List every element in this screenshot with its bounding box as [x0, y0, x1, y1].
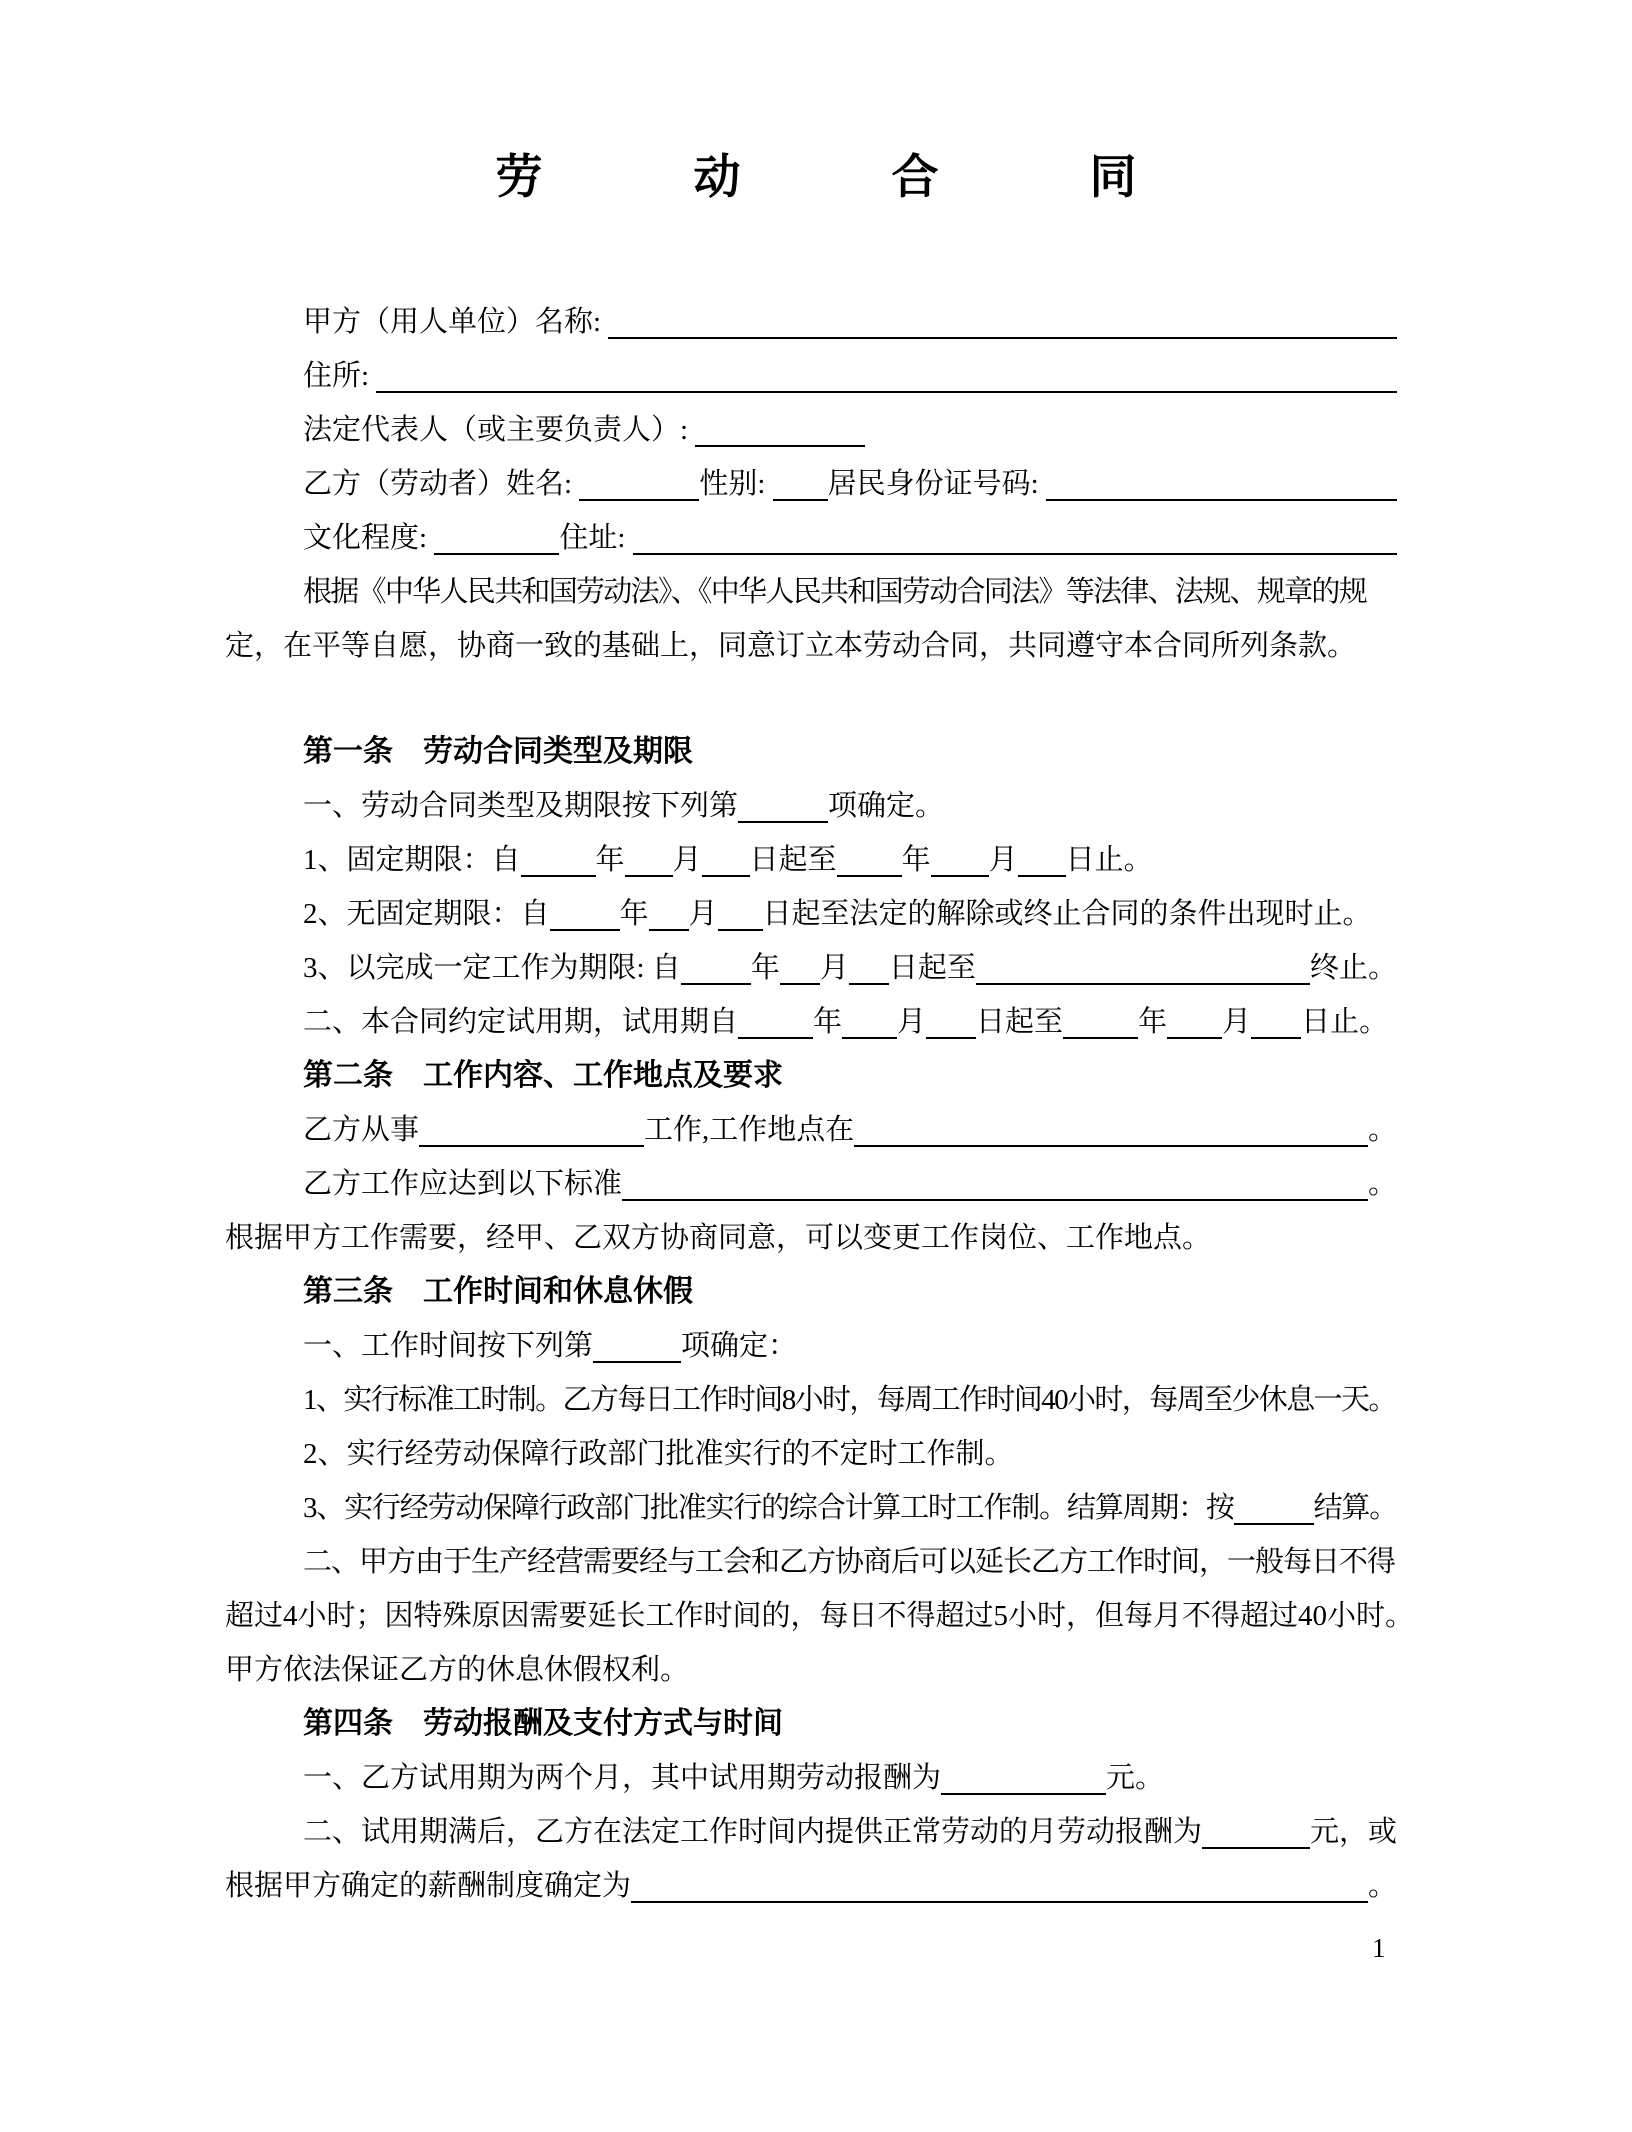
text-segment: 住址:	[559, 521, 633, 554]
text-segment: 3、以完成一定工作为期限: 自	[303, 951, 681, 984]
text-segment: 1、固定期限：自	[303, 843, 521, 876]
text-segment: 。	[1367, 1869, 1397, 1902]
text-segment: 一、工作时间按下列第	[303, 1329, 594, 1362]
text-segment: 乙方从事	[303, 1113, 420, 1146]
blank-field[interactable]	[1018, 849, 1066, 877]
article3-item-2-line-3	[225, 1636, 1397, 1690]
blank-field[interactable]	[837, 849, 902, 877]
blank-field[interactable]	[1234, 1497, 1314, 1525]
form-line-party-b-name-gender-id	[225, 450, 1397, 504]
text-segment: 乙方工作应达到以下标准	[303, 1167, 623, 1200]
article1-item-2	[225, 988, 1397, 1042]
blank-field[interactable]	[854, 1119, 1368, 1147]
blank-field[interactable]	[780, 957, 820, 985]
article2-line-2	[225, 1150, 1397, 1204]
text-segment: 日起至	[976, 1005, 1064, 1038]
text-segment: 日起至法定的解除或终止合同的条件出现时止。	[762, 897, 1372, 930]
heading-article-1	[225, 718, 1397, 772]
text-segment: 一、劳动合同类型及期限按下列第	[303, 789, 739, 822]
text-segment: 月	[897, 1005, 927, 1038]
text-segment: 二、本合同约定试用期，试用期自	[303, 1005, 739, 1038]
text-segment: 元，或	[1309, 1815, 1397, 1848]
form-line-party-a-address	[225, 342, 1397, 396]
heading-article-4	[225, 1690, 1397, 1744]
blank-field[interactable]	[419, 1119, 644, 1147]
text-segment: 甲方依法保证乙方的休息休假权利。	[225, 1653, 690, 1686]
article3-item-1-2	[225, 1420, 1397, 1474]
blank-field[interactable]	[631, 1875, 1368, 1903]
heading-article-3	[225, 1258, 1397, 1312]
text-segment: 工作,工作地点在	[644, 1113, 855, 1146]
heading-article-2	[225, 1042, 1397, 1096]
text-segment: 文化程度:	[303, 521, 435, 554]
text-segment: 第四条 劳动报酬及支付方式与时间	[303, 1706, 783, 1740]
article3-item-2-line-1	[225, 1528, 1397, 1582]
text-segment: 月	[819, 951, 849, 984]
blank-field[interactable]	[434, 527, 559, 555]
text-segment: 日起至	[888, 951, 976, 984]
blank-field[interactable]	[1167, 1011, 1222, 1039]
blank-field[interactable]	[976, 957, 1310, 985]
text-segment: 甲方（用人单位）名称:	[303, 305, 609, 338]
text-segment: 一、乙方试用期为两个月，其中试用期劳动报酬为	[303, 1761, 942, 1794]
blank-field[interactable]	[649, 903, 689, 931]
article2-line-1	[225, 1096, 1397, 1150]
document-body	[225, 288, 1415, 1906]
form-line-education-address	[225, 504, 1397, 558]
blank-field[interactable]	[608, 311, 1397, 339]
preamble-line-2	[225, 612, 1397, 666]
article1-item-1-3	[225, 934, 1397, 988]
blank-field[interactable]	[521, 849, 596, 877]
article2-line-3	[225, 1204, 1397, 1258]
text-segment: 项确定。	[828, 789, 945, 822]
text-segment: 年	[813, 1005, 843, 1038]
article3-item-1-3	[225, 1474, 1397, 1528]
article4-item-2-line-1	[225, 1798, 1397, 1852]
text-segment: 日起至	[749, 843, 837, 876]
blank-field[interactable]	[702, 849, 750, 877]
text-segment: 月	[988, 843, 1018, 876]
article1-item-1	[225, 772, 1397, 826]
text-segment: 月	[1222, 1005, 1252, 1038]
preamble-line-1	[225, 558, 1397, 612]
text-segment: 年	[595, 843, 625, 876]
blank-field[interactable]	[622, 1173, 1368, 1201]
text-segment: 项确定：	[681, 1329, 798, 1362]
page-number: 1	[1372, 1933, 1386, 1963]
text-segment: 性别:	[699, 467, 773, 500]
text-segment: 住所:	[303, 359, 377, 392]
text-segment: 日止。	[1065, 843, 1153, 876]
article1-item-1-1	[225, 826, 1397, 880]
document-title: 劳 动 合 同	[495, 152, 1189, 204]
text-segment: 结算。	[1313, 1491, 1397, 1524]
text-segment: 月	[672, 843, 702, 876]
text-segment: 元。	[1106, 1761, 1165, 1794]
article1-item-1-2	[225, 880, 1397, 934]
text-segment: 年	[901, 843, 931, 876]
blank-field[interactable]	[376, 365, 1397, 393]
text-segment: 定，在平等自愿，协商一致的基础上，同意订立本劳动合同，共同遵守本合同所列条款。	[225, 629, 1357, 662]
blank-field[interactable]	[579, 473, 699, 501]
text-segment: 第一条 劳动合同类型及期限	[303, 734, 693, 768]
text-segment: 乙方（劳动者）姓名:	[303, 467, 580, 500]
text-segment: 1、实行标准工时制。乙方每日工作时间8小时，每周工作时间40小时，每周至少休息一天。	[303, 1383, 1396, 1416]
article3-item-1	[225, 1312, 1397, 1366]
text-segment: 超过4小时；因特殊原因需要延长工作时间的，每日不得超过5小时，但每月不得超过40小时。	[225, 1599, 1415, 1632]
article4-item-2-line-2	[225, 1852, 1397, 1906]
text-segment: 2、实行经劳动保障行政部门批准实行的不定时工作制。	[303, 1437, 1014, 1470]
form-line-party-a-name	[225, 288, 1397, 342]
blank-field[interactable]	[625, 849, 673, 877]
blank-field[interactable]	[633, 527, 1397, 555]
blank-field[interactable]	[849, 957, 889, 985]
text-segment: 。	[1367, 1113, 1397, 1146]
text-segment: 二、甲方由于生产经营需要经与工会和乙方协商后可以延长乙方工作时间，一般每日不得	[303, 1545, 1396, 1578]
blank-field[interactable]	[941, 1767, 1106, 1795]
text-segment: 根据甲方确定的薪酬制度确定为	[225, 1869, 632, 1902]
text-segment: 2、无固定期限：自	[303, 897, 550, 930]
text-segment: 。	[1367, 1167, 1397, 1200]
blank-field[interactable]	[738, 1011, 813, 1039]
text-segment: 年	[619, 897, 649, 930]
text-segment: 3、实行经劳动保障行政部门批准实行的综合计算工时工作制。结算周期：按	[303, 1491, 1234, 1524]
blank-field[interactable]	[681, 957, 751, 985]
blank-field[interactable]	[926, 1011, 976, 1039]
blank-field[interactable]	[842, 1011, 897, 1039]
text-segment: 二、试用期满后，乙方在法定工作时间内提供正常劳动的月劳动报酬为	[303, 1815, 1203, 1848]
blank-field[interactable]	[773, 473, 828, 501]
text-segment: 年	[1138, 1005, 1168, 1038]
blank-field[interactable]	[738, 795, 828, 823]
blank-field[interactable]	[1046, 473, 1397, 501]
blank-field[interactable]	[695, 419, 865, 447]
text-segment: 第二条 工作内容、工作地点及要求	[303, 1058, 783, 1092]
text-segment: 法定代表人（或主要负责人）:	[303, 413, 696, 446]
article3-item-2-line-2	[225, 1582, 1415, 1636]
blank-field[interactable]	[1202, 1821, 1310, 1849]
article3-item-1-1	[225, 1366, 1397, 1420]
text-segment: 根据《中华人民共和国劳动法》、《中华人民共和国劳动合同法》等法律、法规、规章的规	[303, 575, 1367, 608]
form-line-legal-representative	[225, 396, 1397, 450]
blank-field[interactable]	[550, 903, 620, 931]
text-segment: 根据甲方工作需要，经甲、乙双方协商同意，可以变更工作岗位、工作地点。	[225, 1221, 1212, 1254]
blank-field[interactable]	[593, 1335, 681, 1363]
blank-field[interactable]	[718, 903, 763, 931]
blank-field[interactable]	[1063, 1011, 1138, 1039]
text-segment: 终止。	[1309, 951, 1397, 984]
text-segment: 月	[688, 897, 718, 930]
blank-field[interactable]	[1251, 1011, 1301, 1039]
blank-field[interactable]	[931, 849, 989, 877]
article4-item-1	[225, 1744, 1397, 1798]
text-segment: 年	[750, 951, 780, 984]
text-segment: 日止。	[1301, 1005, 1389, 1038]
text-segment: 居民身份证号码:	[827, 467, 1046, 500]
text-segment: 第三条 工作时间和休息休假	[303, 1274, 693, 1308]
